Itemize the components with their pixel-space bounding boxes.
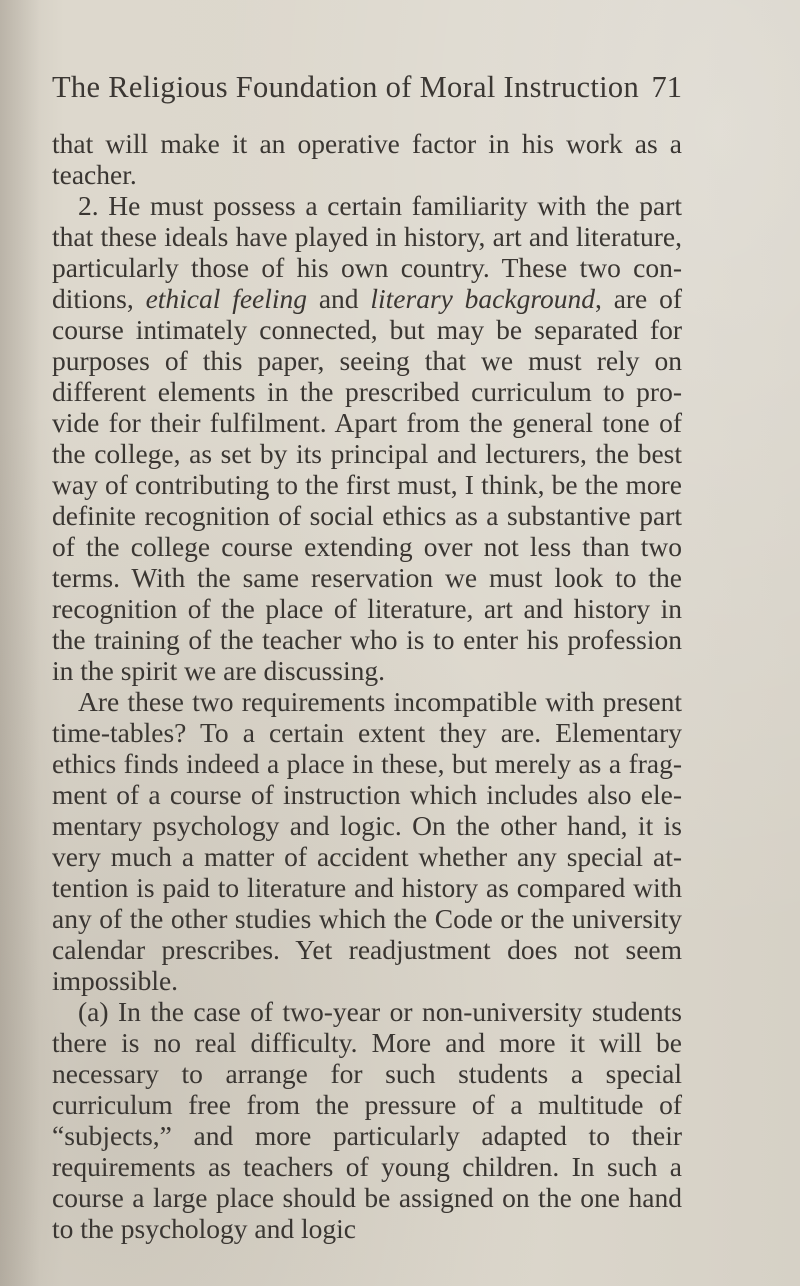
paragraph-4-label: (a) — [78, 996, 109, 1027]
paragraph-continuation: that will make it an operative factor in his work as a teacher. — [52, 128, 682, 190]
page-spine-shadow — [0, 0, 40, 1286]
paragraph-2-text-a: 2. He must possess a certain familiarity with the part that these ideals have played in history, art and literature, particularly those of his own country. These two con- ditions, — [52, 190, 682, 314]
paragraph-2-text-c: , are of course intimately connected, but may be separated for purposes of this paper, seeing that we must rely on different elements in the prescribed curriculum to pro- vide for their fulfilment. Apart from the general tone of the college, as set by its principal and lecturers, the best way of contributing to the first must, I think, be the more definite recognition of social ethics as a substantive part of the college course extending over not less than two terms. With the same reservation we must look to the recognition of the place of literature, art and history in the training of the teacher who is to enter his profession in the spirit we are discussing. — [52, 283, 682, 686]
paragraph-2-emphasis-2: literary background — [370, 283, 596, 314]
running-title: The Religious Foundation of Moral Instruction — [52, 70, 639, 104]
page-number: 71 — [651, 70, 682, 104]
paragraph-2 — [52, 190, 682, 686]
paragraph-4 — [52, 996, 682, 1244]
running-head — [52, 70, 682, 110]
paragraph-3: Are these two requirements incompatible with present time-tables? To a certain extent they are. Elementary ethics finds indeed a place in these, but merely as a frag- ment of a course of instruction which includes also ele- mentary psychology and logic. On the other hand, it is very much a matter of accident whether any special at- tention is paid to literature and history as compared with any of the other studies which the Code or the university calendar prescribes. Yet readjustment does not seem impossible. — [52, 686, 682, 996]
body-text — [52, 128, 682, 1244]
paragraph-4-text: In the case of two-year or non-university students there is no real difficulty. More and more it will be necessary to arrange for such students a special curriculum free from the pressure of a multitude of “subjects,” and more particularly adapted to their requirements as teachers of young children. In such a course a large place should be assigned on the one hand to the psychology and logic — [52, 996, 682, 1244]
paragraph-2-text-b: and — [307, 283, 371, 314]
paragraph-2-emphasis-1: ethical feeling — [145, 283, 308, 314]
